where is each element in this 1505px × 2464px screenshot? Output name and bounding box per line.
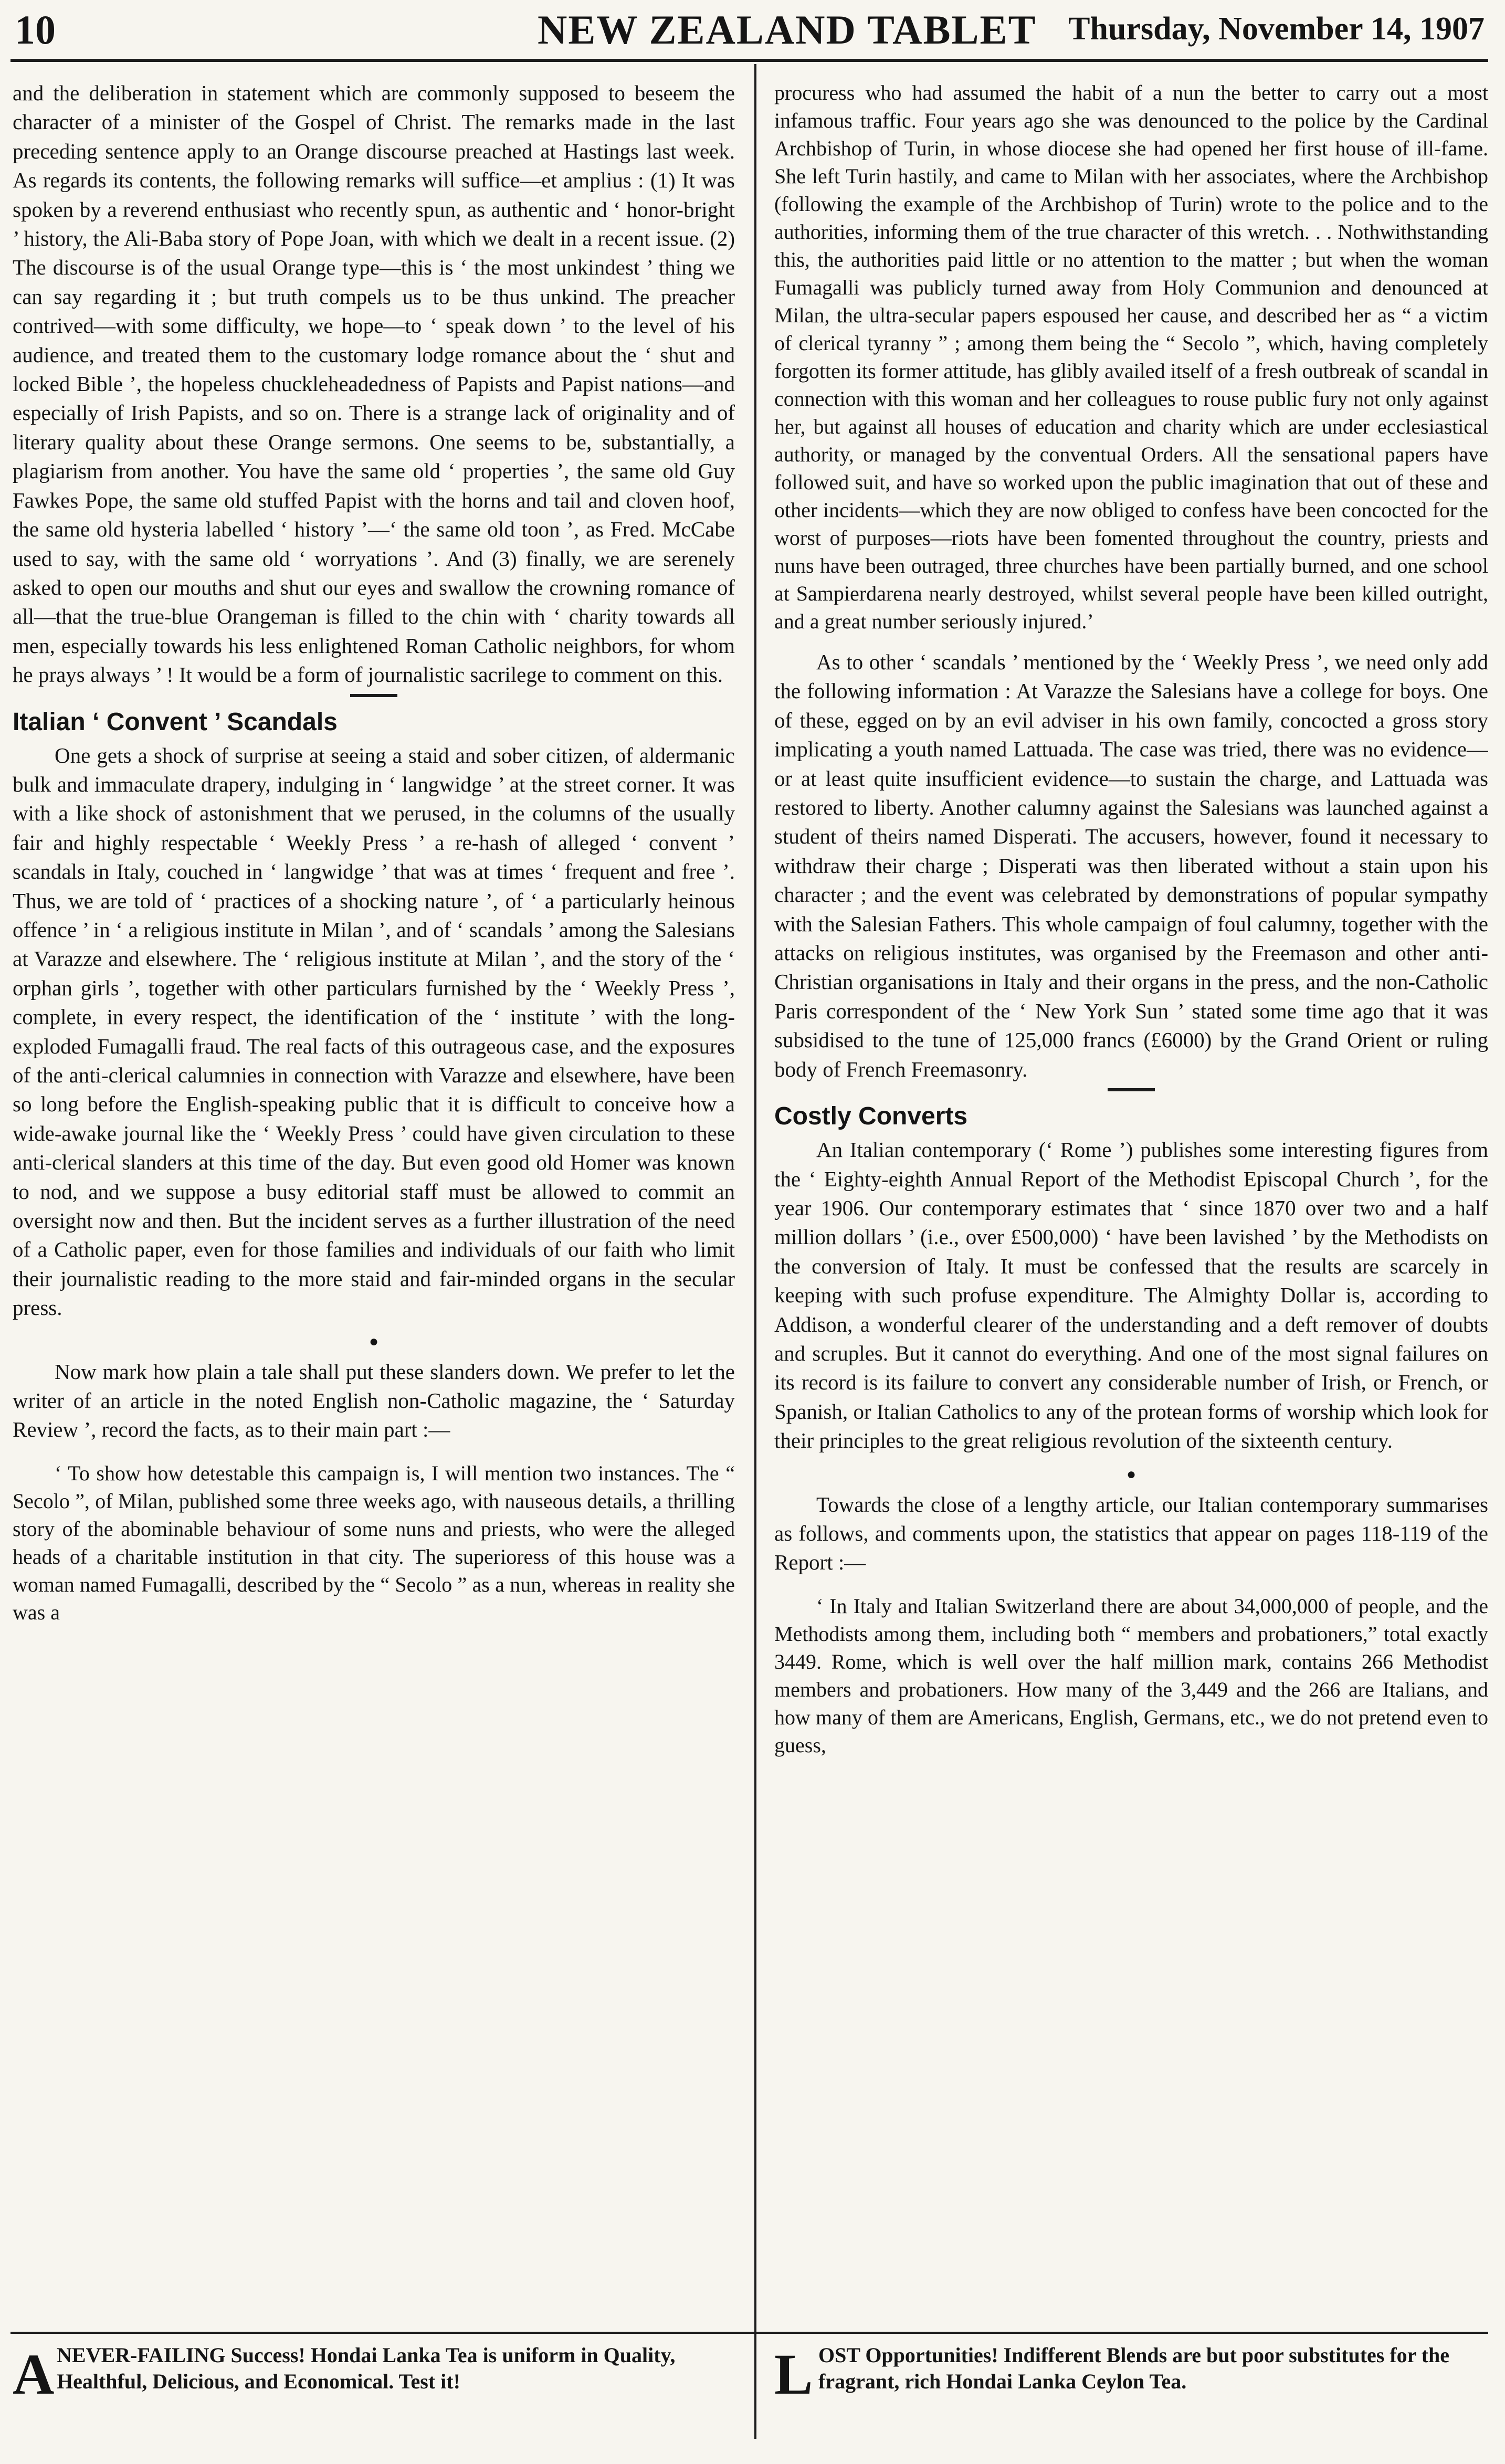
tea-advertisement-right [774,2340,1488,2445]
newspaper-title: NEW ZEALAND TABLET [538,7,1037,52]
issue-date: Thursday, November 14, 1907 [1068,11,1485,47]
saturday-review-quote: ‘ To show how detestable this campaign is, I will mention two instances. The “ Secolo ”, of Milan, published some three weeks ago, with nauseous details, a thrilling story of the abominable behaviour of some nuns and priests, who were the alleged heads of a charitable institution in that city. The superioress of this house was a woman named Fumagalli, described by the “ Secolo ” as a nun, whereas in reality she was a [13,1461,735,1624]
ad-text: OST Opportunities! Indifferent Blends are but poor substitutes for the fragrant, rich Hondai Lanka Ceylon Tea. [818,2343,1450,2393]
masthead [15,3,1485,56]
ad-initial-letter: A [13,2342,55,2406]
advertisement-divider [754,2334,756,2439]
advertisement-rule [10,2332,1488,2334]
right-column [774,79,1488,2320]
section-heading-italian-convent-scandals: Italian ‘ Convent ’ Scandals [13,708,338,736]
plain-tale-paragraph: Now mark how plain a tale shall put these slanders down. We prefer to let the writer of an article in the noted English non-Catholic magazine, the ‘ Saturday Review ’, record the facts, as to their main part :— [13,1359,735,1442]
statistics-intro-paragraph: Towards the close of a lengthy article, our Italian contemporary summarises as follows, and comments upon, the statistics that appear on pages 118-119 of the Report :— [774,1492,1488,1575]
section-dash [350,694,397,697]
statistics-quote: ‘ In Italy and Italian Switzerland there are about 34,000,000 of people, and the Methodists among them, including both “ members and probationers,” total exactly 3449. Rome, which is well over the half million mark, contains 266 Methodist members and probationers. How many of the 3,449 and the 266 are Italians, and how many of them are Americans, English, Germans, etc., we do not pretend even to guess, [774,1594,1488,1757]
other-scandals-paragraph: As to other ‘ scandals ’ mentioned by the ‘ Weekly Press ’, we need only add the following information : At Varazze the Salesians have a college for boys. One of these, egged on by an evil adviser in his own family, concocted a gross story implicating a youth named Lattuada. The case was tried, there was no evidence—or at least quite insufficient evidence—to sustain the charge, and Lattuada was restored to liberty. Another calumny against the Salesians was launched against a student of theirs named Disperati. The accusers, however, found it necessary to withdraw their charge ; Disperati was then liberated without a stain upon his character ; and the event was celebrated by demonstrations of popular sympathy with the Salesian Fathers. This whole campaign of foul calumny, together with the attacks on religious institutes, was organised by the Freemason and other anti-Christian organisations in Italy and their organs in the press, and the non-Catholic Paris correspondent of the ‘ New York Sun ’ stated some time ago that it was subsidised to the tune of 125,000 francs (£6000) by the Grand Orient or ruling body of French Freemasonry. [774,650,1488,1081]
section-star-ornament: ● [369,1332,379,1350]
left-column [13,79,735,2320]
section-dash [1108,1088,1155,1091]
ad-initial-letter: L [774,2342,813,2406]
orange-discourse-paragraph: and the deliberation in statement which are commonly supposed to beseem the character of a minister of the Gospel of Christ. The remarks made in the last preceding sentence apply to an Orange discourse preached at Hastings last week. As regards its contents, the following remarks will suffice—et amplius : (1) It was spoken by a reverend enthusiast who recently spun, as authentic and ‘ honor-bright ’ history, the Ali-Baba story of Pope Joan, with which we dealt in a recent issue. (2) The discourse is of the usual Orange type—this is ‘ the most unkindest ’ thing we can say regarding it ; but truth compels us to be thus unkind. The preacher contrived—with some difficulty, we hope—to ‘ speak down ’ to the level of his audience, and treated them to the customary lodge romance about the ‘ shut and locked Bible ’, the hopeless chuckleheadedness of Papists and Papist nations—and especially of Irish Papists, and so on. There is a strange lack of originality and of literary quality about these Orange sermons. One seems to be, substantially, a plagiarism from another. You have the same old ‘ properties ’, the same old Guy Fawkes Pope, the same old stuffed Papist with the horns and tail and cloven hoof, the same old hysteria labelled ‘ history ’—‘ the same old toon ’, as Fred. McCabe used to say, with the same old ‘ worryations ’. And (3) finally, we are serenely asked to open our mouths and shut our eyes and swallow the crowning romance of all—that the true-blue Orangeman is filled to the chin with ‘ charity towards all men, especially towards his less enlightened Roman Catholic neighbors, for whom he prays always ’ ! It would be a form of journalistic sacrilege to comment on this. [13,81,735,687]
ad-text: NEVER-FAILING Success! Hondai Lanka Tea is uniform in Quality, Healthful, Delicious, and Economical. Test it! [57,2343,676,2393]
convent-scandals-paragraph: One gets a shock of surprise at seeing a staid and sober citizen, of aldermanic bulk and immaculate drapery, indulging in ‘ langwidge ’ at the street corner. It was with a like shock of astonishment that we perused, in the columns of the usually fair and highly respectable ‘ Weekly Press ’ a re-hash of alleged ‘ convent ’ scandals in Italy, couched in ‘ langwidge ’ that was at times ‘ frequent and free ’. Thus, we are told of ‘ practices of a shocking nature ’, of ‘ a particularly heinous offence ’ in ‘ a religious institute in Milan ’, and of ‘ scandals ’ among the Salesians at Varazze and elsewhere. The ‘ religious institute at Milan ’, and the story of the ‘ orphan girls ’, together with other particulars furnished by the ‘ Weekly Press ’, complete, in every respect, the identification of the ‘ institute ’ with the long-exploded Fumagalli fraud. The real facts of this outrageous case, and the exposures of the anti-clerical calumnies in connection with Varazze and elsewhere, have been so long before the English-speaking public that it is difficult to conceive how a wide-awake journal like the ‘ Weekly Press ’ could have given circulation to these anti-clerical slanders at this time of the day. But even good old Homer was known to nod, and we suppose a busy editorial staff must be allowed to commit an oversight now and then. But the incident serves as a further illustration of the need of a Catholic paper, even for those families and individuals of our faith who limit their journalistic reading to the more staid and fair-minded organs in the secular press. [13,743,735,1320]
section-star-ornament: ● [1126,1465,1136,1483]
costly-converts-paragraph: An Italian contemporary (‘ Rome ’) publishes some interesting figures from the ‘ Eighty-eighth Annual Report of the Methodist Episcopal Church ’, for the year 1906. Our contemporary estimates that ‘ since 1870 over two and a half million dollars ’ (i.e., over £500,000) ‘ have been lavished ’ by the Methodists on the conversion of Italy. It must be confessed that the results are scarcely in keeping with such profuse expenditure. The Almighty Dollar is, according to Addison, a wonderful clearer of the understanding and a deft remover of doubts and scruples. But it cannot do everything. And one of the most signal failures on its record is its failure to convert any considerable number of Irish, or French, or Spanish, or Italian Catholics to any of the protean forms of worship which look for their principles to the great religious revolution of the sixteenth century. [774,1138,1488,1453]
fumagalli-quote-continued: procuress who had assumed the habit of a nun the better to carry out a most infamous traffic. Four years ago she was denounced to the police by the Cardinal Archbishop of Turin, in whose diocese she had opened her first house of ill-fame. She left Turin hastily, and came to Milan with her associates, where the Archbishop (following the example of the Archbishop of Turin) wrote to the police and to the authorities, informing them of the true character of this wretch. . . Nothwithstanding this, the authorities paid little or no attention to the matter ; but when the woman Fumagalli was publicly turned away from Holy Communion and denounced at Milan, the ultra-secular papers espoused her cause, and described her as “ a victim of clerical tyranny ” ; among them being the “ Secolo ”, which, having completely forgotten its former attitude, has glibly availed itself of a fresh outbreak of scandal in connection with this woman and her colleagues to rouse public fury not only against her, but against all houses of education and charity which are under ecclesiastical authority, or managed by the conventual Orders. All the sensational papers have followed suit, and have so worked upon the public imagination that out of these and other incidents—which they are now obliged to confess have been concocted for the worst of purposes—riots have been fomented throughout the country, priests and nuns have been outraged, three churches have been partially burned, and one school at Sampierdarena nearly destroyed, whilst several people have been killed outright, and a great number seriously injured.’ [774,81,1488,633]
masthead-rule [10,59,1488,62]
tea-advertisement-left [13,2340,742,2445]
page-number: 10 [15,7,56,52]
column-divider [754,64,756,2342]
section-heading-costly-converts: Costly Converts [774,1102,968,1131]
